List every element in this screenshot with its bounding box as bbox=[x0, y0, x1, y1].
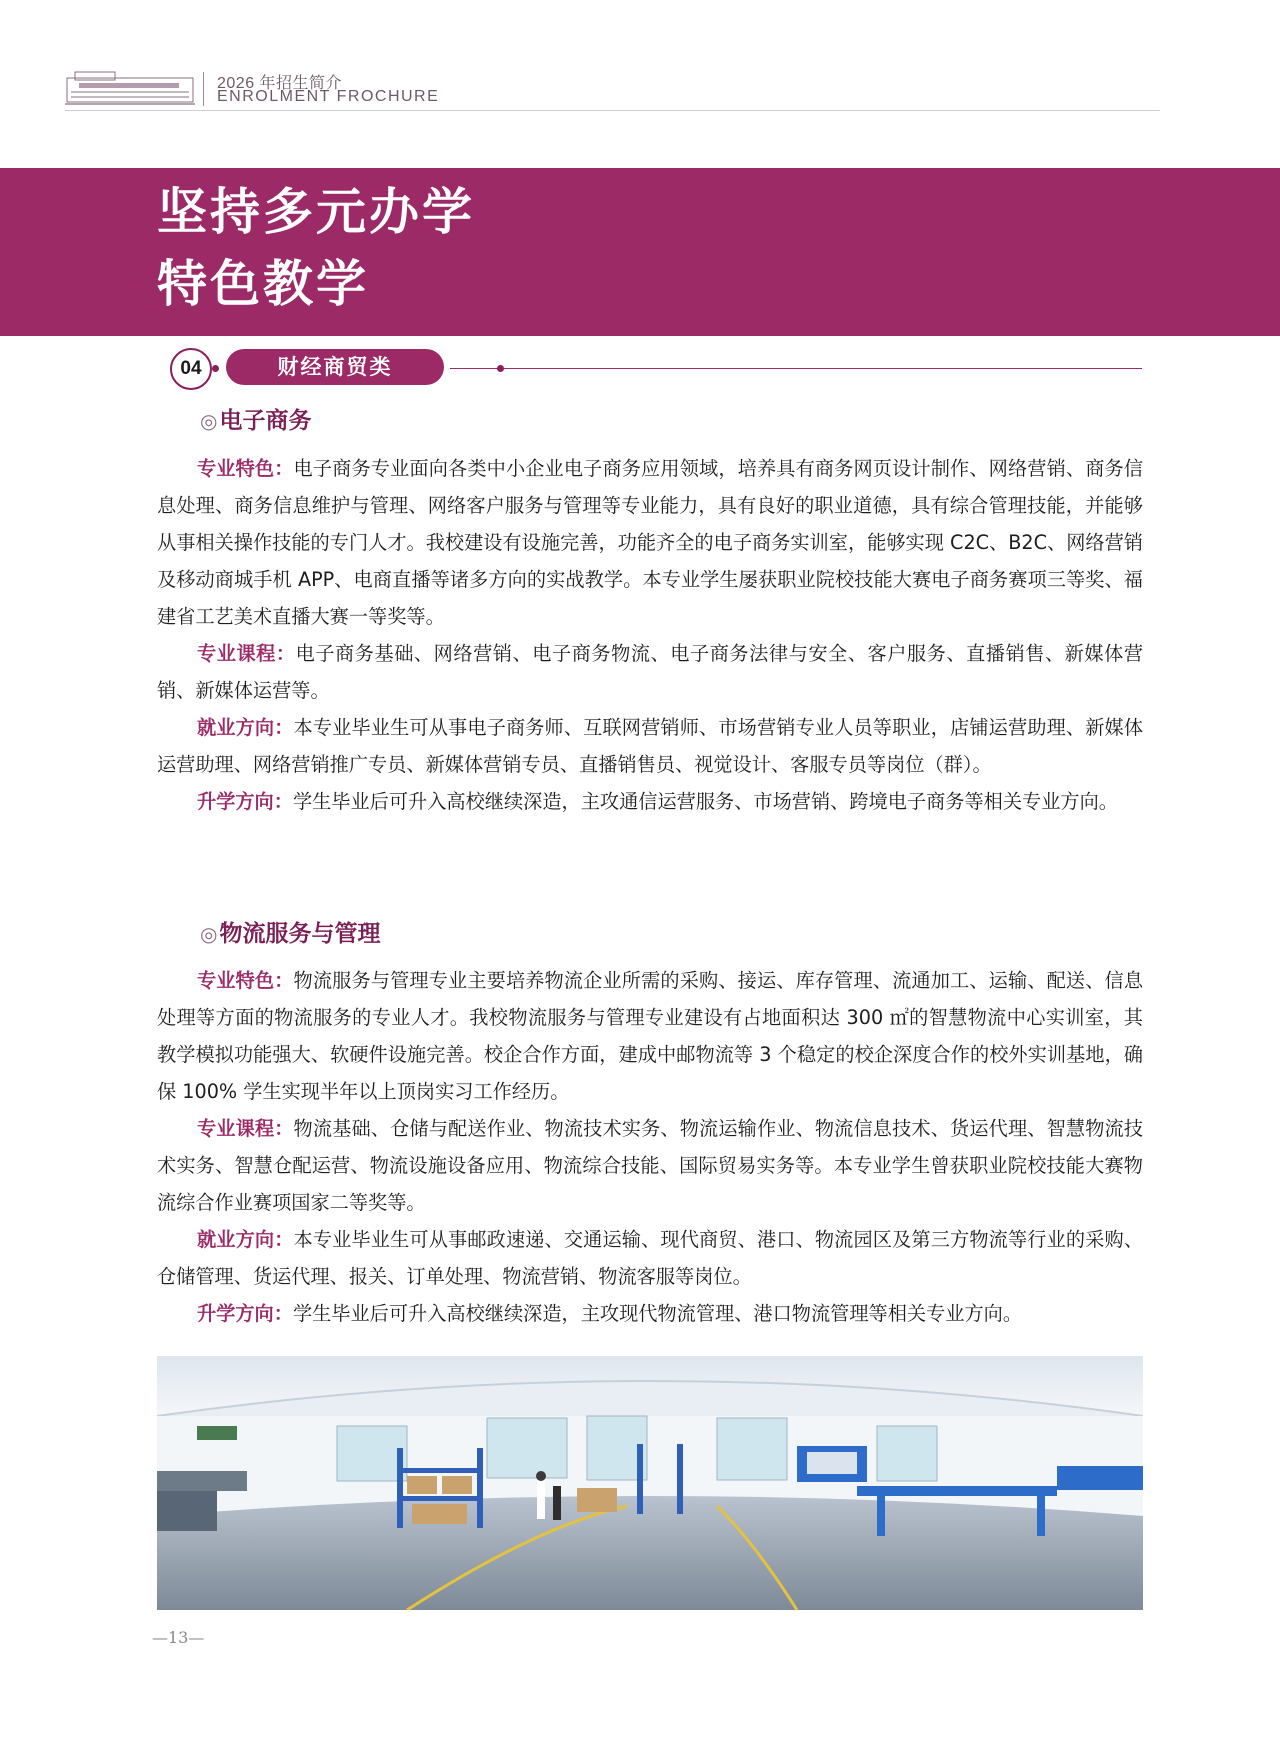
major-title bbox=[200, 915, 380, 948]
paragraph bbox=[157, 709, 1143, 783]
header-subtitle: ENROLMENT FROCHURE bbox=[217, 88, 440, 105]
major-title-text: 物流服务与管理 bbox=[219, 921, 381, 947]
paragraph-label: 就业方向： bbox=[197, 1228, 294, 1251]
paragraph-label: 升学方向： bbox=[197, 1302, 293, 1325]
paragraph-text: 本专业毕业生可从事邮政速递、交通运输、现代商贸、港口、物流园区及第三方物流等行业的采购、仓储管理、货运代理、报关、订单处理、物流营销、物流客服等岗位。 bbox=[157, 1228, 1144, 1288]
paragraph-label: 专业特色： bbox=[197, 457, 294, 480]
paragraph bbox=[157, 450, 1143, 635]
paragraph bbox=[157, 1110, 1143, 1221]
circle-bullet-icon: ◎ bbox=[200, 409, 218, 433]
major-title bbox=[200, 402, 311, 435]
major-title-text: 电子商务 bbox=[219, 408, 312, 434]
logistics-training-center-photo bbox=[157, 1356, 1143, 1610]
paragraph-text: 学生毕业后可升入高校继续深造，主攻现代物流管理、港口物流管理等相关专业方向。 bbox=[292, 1302, 1023, 1325]
header-title: 2026 年招生简介 bbox=[217, 75, 343, 92]
paragraph-label: 专业课程： bbox=[197, 642, 296, 665]
school-building-logo bbox=[65, 70, 195, 106]
paragraph-text: 电子商务基础、网络营销、电子商务物流、电子商务法律与安全、客户服务、直播销售、新媒体营销、新媒体运营等。 bbox=[157, 642, 1144, 702]
section-dot bbox=[497, 365, 504, 372]
paragraph bbox=[157, 1295, 1143, 1332]
paragraph-label: 专业课程： bbox=[197, 1117, 294, 1140]
paragraph bbox=[157, 962, 1143, 1110]
paragraph bbox=[157, 1221, 1143, 1295]
paragraph bbox=[157, 635, 1143, 709]
section-title: 财经商贸类 bbox=[226, 349, 444, 385]
header-divider bbox=[203, 72, 204, 106]
page-header bbox=[65, 68, 1160, 111]
paragraph-text: 学生毕业后可升入高校继续深造，主攻通信运营服务、市场营销、跨境电子商务等相关专业方向。 bbox=[292, 790, 1118, 813]
circle-bullet-icon: ◎ bbox=[200, 922, 218, 946]
banner-title-line-2: 特色教学 bbox=[157, 254, 369, 313]
section-number-badge bbox=[170, 348, 212, 390]
paragraph-text: 本专业毕业生可从事电子商务师、互联网营销师、市场营销专业人员等职业，店铺运营助理、新媒体运营助理、网络营销推广专员、新媒体营销专员、直播销售员、视觉设计、客服专员等岗位（群）。 bbox=[157, 716, 1144, 776]
page-number: —13— bbox=[152, 1628, 205, 1647]
section-number: 04 bbox=[180, 358, 202, 379]
paragraph bbox=[157, 783, 1143, 820]
banner-title-line-1: 坚持多元办学 bbox=[157, 182, 475, 241]
paragraph-label: 就业方向： bbox=[197, 716, 294, 739]
paragraph-text: 电子商务专业面向各类中小企业电子商务应用领域，培养具有商务网页设计制作、网络营销、商务信息处理、商务信息维护与管理、网络客户服务与管理等专业能力，具有良好的职业道德，具有综合管理技能，并能够从事相关操作技能的专门人才。我校建设有设施完善，功能齐全的电子商务实训室，能够实现 C2C、B2C、网络营销及移动商城手机 APP、电商直播等诸多方向的实战教学。本专业学生屡获职业院校技能大赛电子商务赛项三等奖、福建省工艺美术直播大赛一等奖等。 bbox=[157, 457, 1144, 628]
section-rule bbox=[450, 368, 1142, 369]
title-banner bbox=[0, 168, 1280, 336]
section-dot bbox=[212, 365, 219, 372]
section-heading bbox=[168, 348, 1144, 388]
paragraph-label: 专业特色： bbox=[197, 969, 294, 992]
paragraph-label: 升学方向： bbox=[197, 790, 293, 813]
paragraph-text: 物流基础、仓储与配送作业、物流技术实务、物流运输作业、物流信息技术、货运代理、智慧物流技术实务、智慧仓配运营、物流设施设备应用、物流综合技能、国际贸易实务等。本专业学生曾获职业院校技能大赛物流综合作业赛项国家二等奖等。 bbox=[157, 1117, 1144, 1214]
paragraph-text: 物流服务与管理专业主要培养物流企业所需的采购、接运、库存管理、流通加工、运输、配送、信息处理等方面的物流服务的专业人才。我校物流服务与管理专业建设有占地面积达 300 ㎡的智慧物流中心实训室，其教学模拟功能强大、软硬件设施完善。校企合作方面，建成中邮物流等 3 个稳定的校企深度合作的校外实训基地，确保 100% 学生实现半年以上顶岗实习工作经历。 bbox=[157, 969, 1144, 1103]
